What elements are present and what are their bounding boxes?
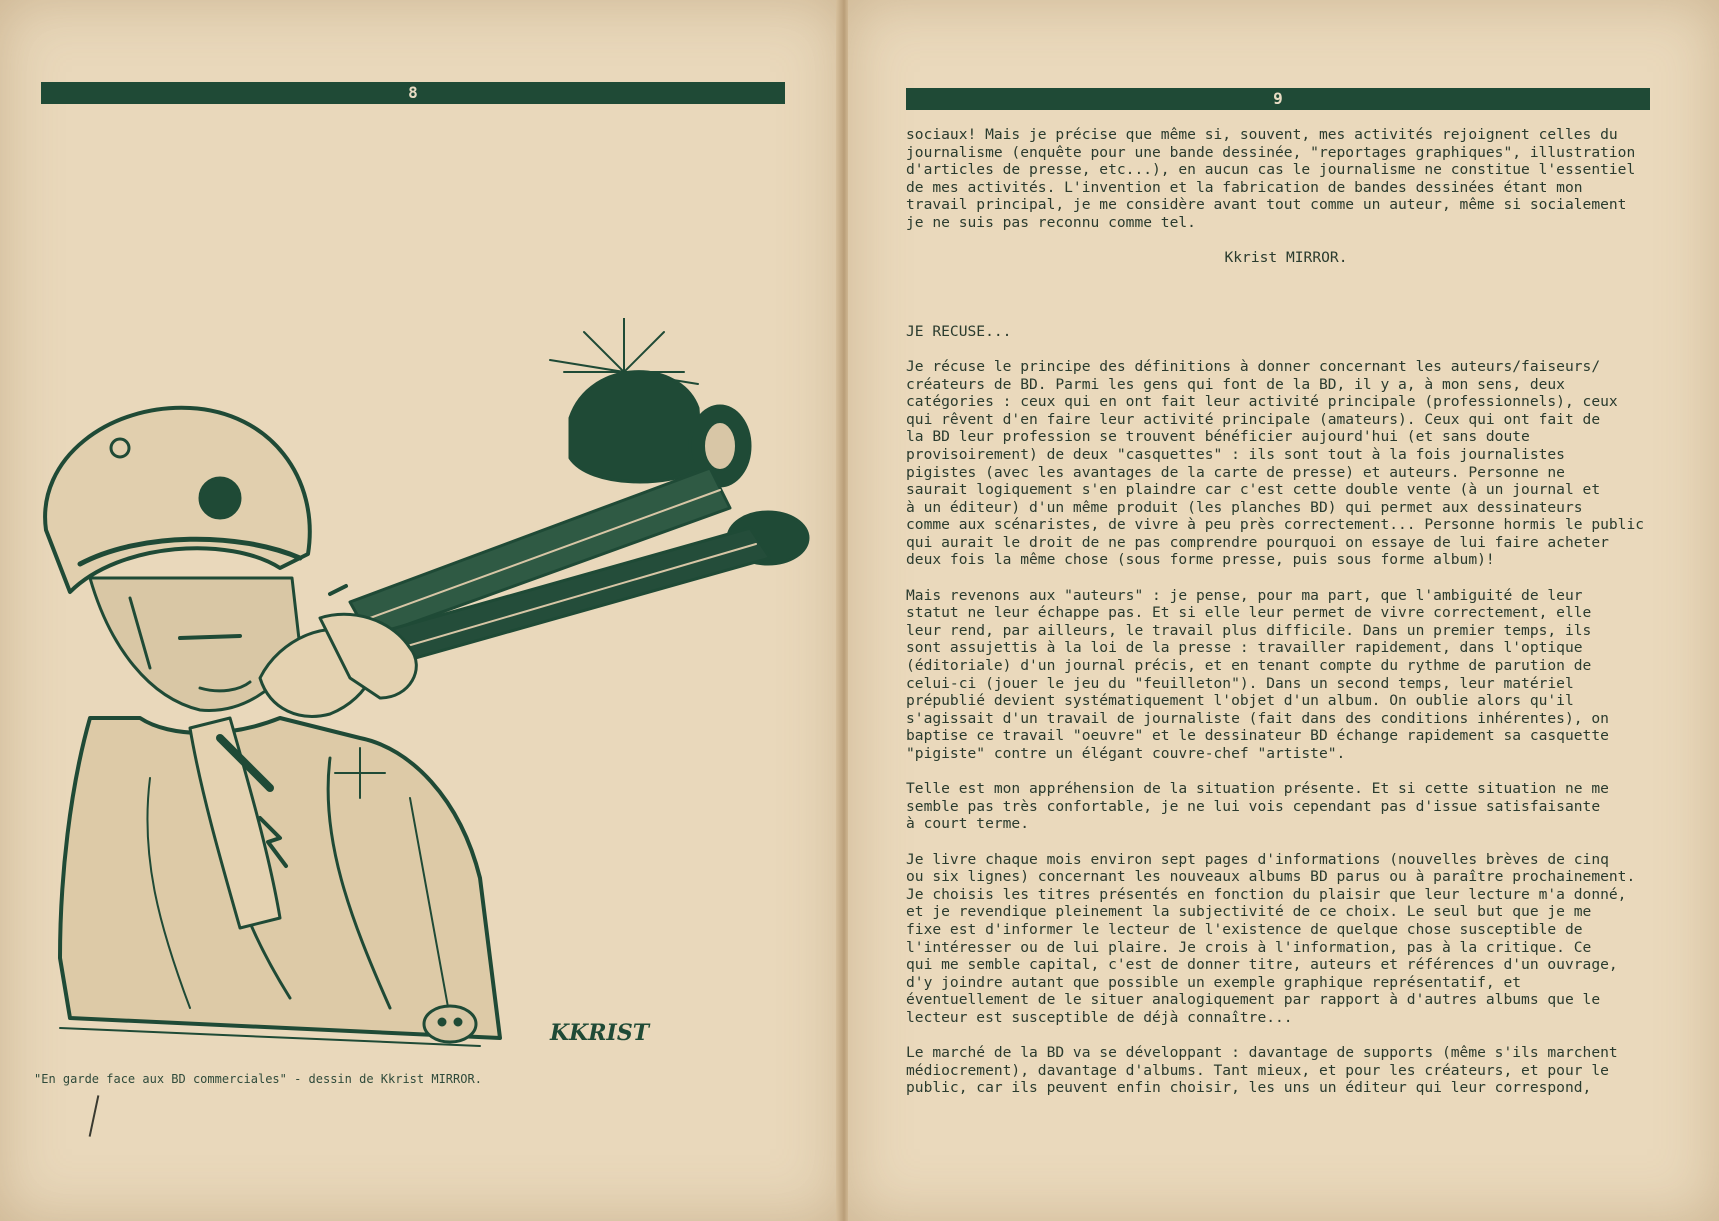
left-page bbox=[0, 0, 842, 1221]
right-page bbox=[848, 0, 1719, 1221]
body-paragraph: Je récuse le principe des définitions à donner concernant les auteurs/faiseurs/ créateurs de BD. Parmi les gens qui font de la BD, il y a, à mon sens, deux catégories : ceux qui en ont fait leur activité principale (professionnels), ceux qui rêvent d'en faire leur activité principale (amateurs). Ceux qui ont fait de la BD leur profession se trouvent bénéficier aujourd'hui (et sans doute provisoirement) de deux "casquettes" : ils sont tout à la fois journalistes pigistes (avec les avantages de la carte de presse) et auteurs. Personne ne saurait logiquement s'en plaindre car c'est cette double vente (à un journal et à un éditeur) d'un même produit (les planches BD) qui permet aux dessinateurs comme aux scénaristes, de vivre à peu près correctement... Personne hormis le public qui aurait le droit de ne pas comprendre pourquoi on essaye de lui faire acheter deux fois la même chose (sous forme presse, puis sous forme album)! bbox=[906, 357, 1645, 569]
illustration-caption: "En garde face aux BD commerciales" - dessin de Kkrist MIRROR. bbox=[34, 1072, 482, 1086]
page-header-bar-left bbox=[41, 82, 785, 104]
pen-mark bbox=[89, 1095, 100, 1136]
author-signature: Kkrist MIRROR. bbox=[1224, 249, 1348, 267]
section-heading: JE RECUSE... bbox=[906, 322, 1012, 340]
body-paragraph: Je livre chaque mois environ sept pages d'informations (nouvelles brèves de cinq ou six lignes) concernant les nouveaux albums BD parus ou à paraître prochainement. Je choisis les titres présentés en fonction du plaisir que leur lecture m'a donné, et je revendique pleinement la subjectivité de ce choix. Le seul but que je me fixe est d'informer le lecteur de l'existence de quelque chose susceptible de l'intéresser ou de lui plaire. Je crois à l'information, pas à la critique. Ce qui me semble capital, c'est de donner titre, auteurs et références d'un ouvrage, d'y joindre autant que possible un exemple graphique représentatif, et éventuellement de le situer analogiquement par rapport à d'autres albums que le lecteur est susceptible de déjà connaître... bbox=[906, 850, 1636, 1026]
body-paragraph: Mais revenons aux "auteurs" : je pense, pour ma part, que l'ambiguité de leur statut ne leur échappe pas. Et si elle leur permet de vivre correctement, elle leur rend, par ailleurs, le travail plus difficile. Dans un premier temps, ils sont assujettis à la loi de la presse : travailler rapidement, dans l'optique (éditoriale) d'un journal précis, et en tenant compte du rythme de parution de celui-ci (jouer le jeu du "feuilleton"). Dans un second temps, leur matériel prépublié devient systématiquement l'objet d'un album. On oublie alors qu'il s'agissait d'un travail de journaliste (fait dans des conditions inhérentes), on baptise ce travail "oeuvre" et le dessinateur BD échange rapidement sa casquette "pigiste" contre un élégant couvre-chef "artiste". bbox=[906, 586, 1609, 762]
article-body bbox=[906, 126, 1666, 1114]
body-paragraph: Le marché de la BD va se développant : davantage de supports (même s'ils marchent médiocrement), davantage d'albums. Tant mieux, et pour les créateurs, et pour le public, car ils peuvent enfin choisir, les uns un éditeur qui leur correspond, bbox=[906, 1044, 1618, 1097]
illustration-gunner bbox=[30, 318, 810, 1060]
body-paragraph: Telle est mon appréhension de la situation présente. Et si cette situation ne me semble pas très confortable, je ne lui vois cependant pas d'issue satisfaisante à court terme. bbox=[906, 780, 1609, 833]
illustration-signature: KKRIST bbox=[550, 1020, 650, 1046]
page-number-right: 9 bbox=[1273, 89, 1283, 108]
intro-paragraph: sociaux! Mais je précise que même si, souvent, mes activités rejoignent celles du journalisme (enquête pour une bande dessinée, "reportages graphiques", illustration d'articles de presse, etc...), en aucun cas le journalisme ne constitue l'essentiel de mes activités. L'invention et la fabrication de bandes dessinées étant mon travail principal, je me considère avant tout comme un auteur, même si socialement je ne suis pas reconnu comme tel. bbox=[906, 126, 1636, 231]
page-header-bar-right bbox=[906, 88, 1650, 110]
page-number-left: 8 bbox=[408, 83, 418, 102]
